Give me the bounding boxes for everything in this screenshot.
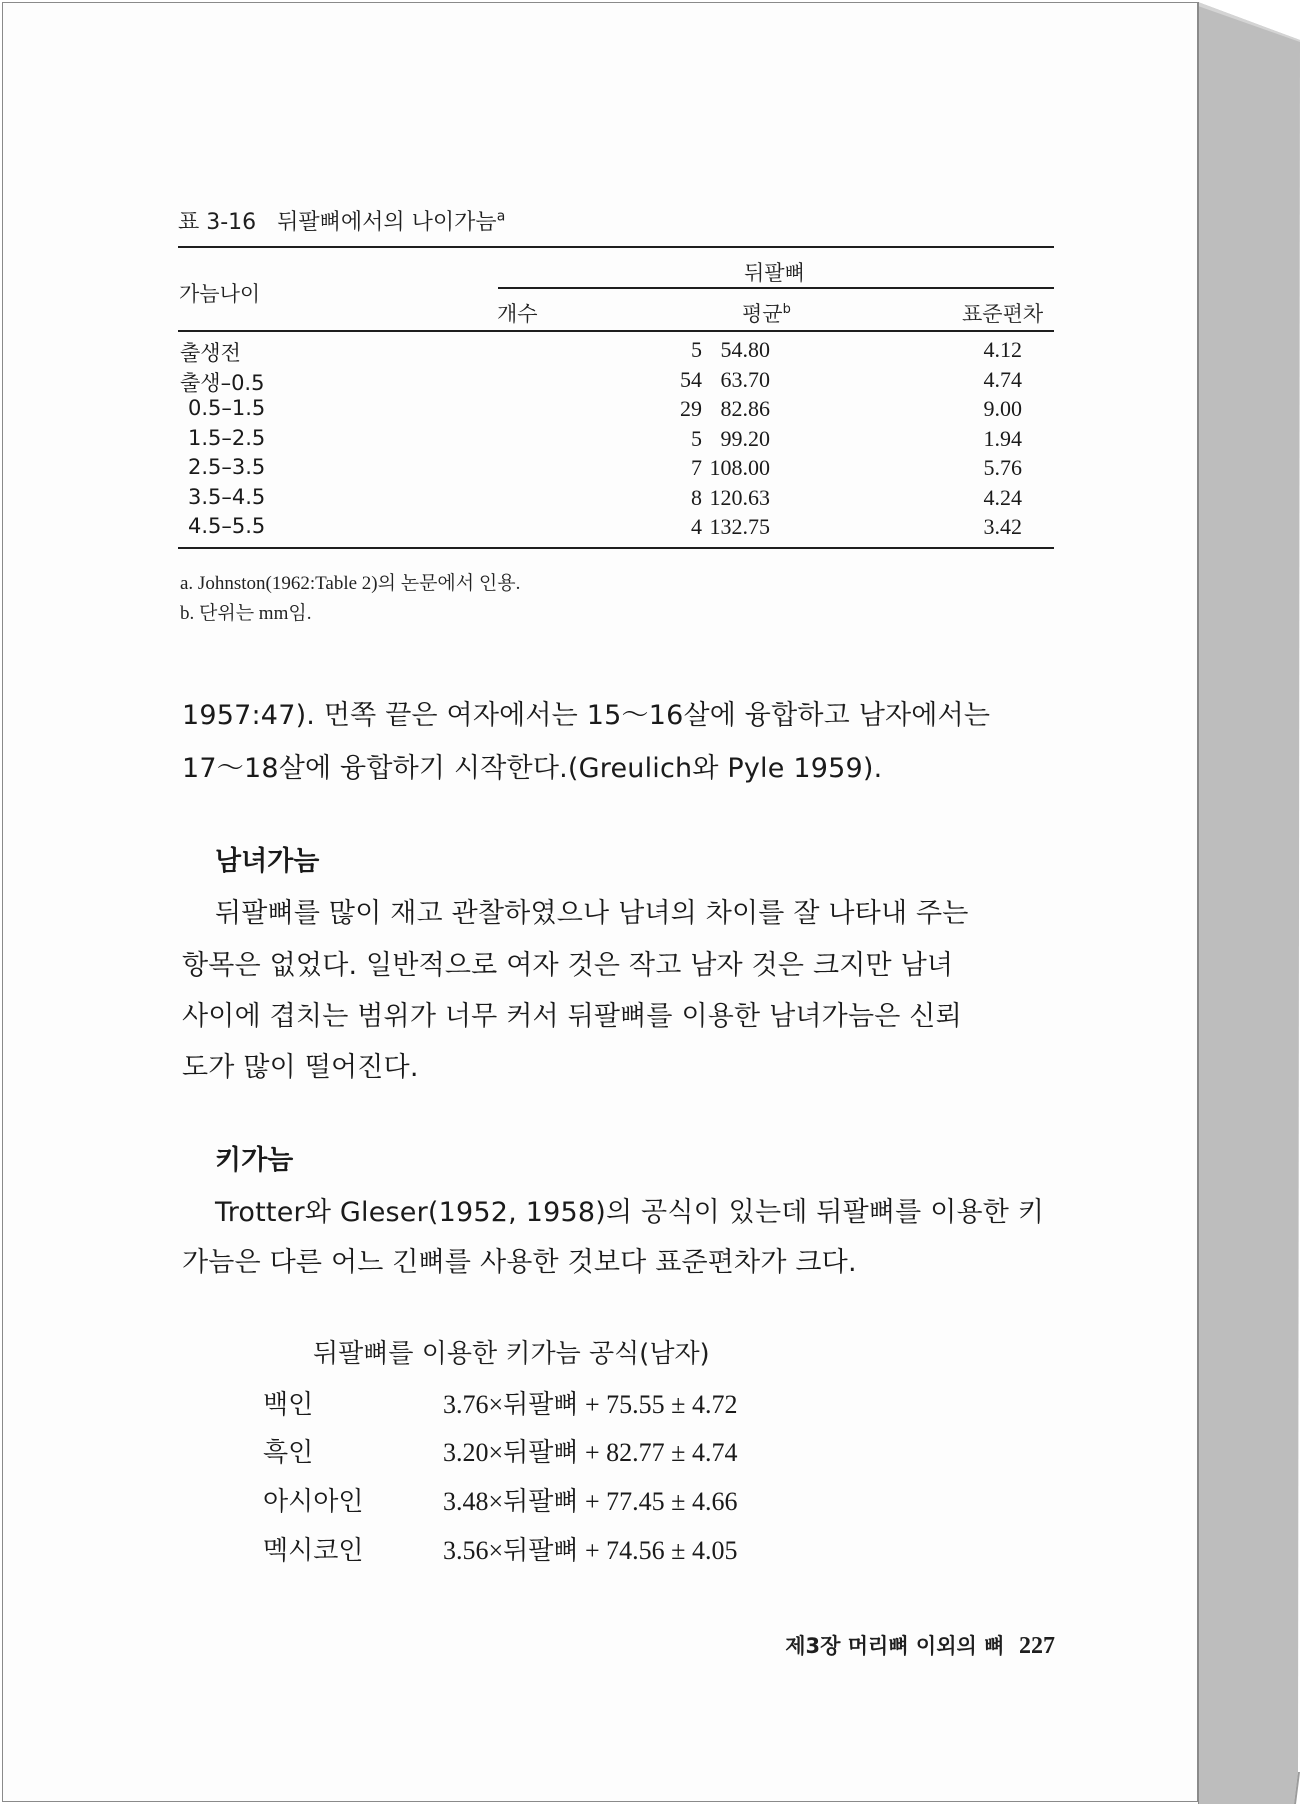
- table-cell-age: 3.5–4.5: [188, 484, 266, 509]
- table-caption-label: 표 3-16: [178, 210, 257, 235]
- table-header-sd: 표준편차: [962, 302, 1044, 326]
- table-cell-count: 54: [680, 366, 702, 392]
- body-paragraph-line: 1957:47). 먼쪽 끝은 여자에서는 15～16살에 융합하고 남자에서는: [182, 700, 991, 731]
- table-header-mean-label: 평균: [742, 302, 783, 326]
- table-row: [180, 337, 1052, 367]
- table-cell-mean: 132.75: [709, 514, 770, 539]
- formula-population: 아시아인: [263, 1487, 364, 1517]
- table-row: [180, 485, 1052, 515]
- table-cell-age: 1.5–2.5: [188, 425, 266, 450]
- table-cell-age: 2.5–3.5: [188, 455, 266, 479]
- table-header-rule: [178, 330, 1054, 332]
- formula-population: 멕시코인: [263, 1536, 364, 1566]
- table-cell-age: 4.5–5.5: [188, 514, 266, 538]
- table-caption-footnote-mark: a: [496, 208, 506, 225]
- table-header-mean-footnote-mark: b: [782, 302, 791, 317]
- formula-row: [263, 1432, 863, 1472]
- table-top-rule: [178, 246, 1054, 248]
- table-cell-age: 0.5–1.5: [188, 396, 266, 420]
- table-header-group: 뒤팔뼈: [744, 261, 805, 285]
- page-number: 227: [1019, 1633, 1055, 1659]
- table-group-rule: [498, 287, 1054, 289]
- table-cell-sd: 9.00: [983, 396, 1022, 421]
- table-header-mean: [742, 298, 791, 328]
- table-cell-count: 5: [691, 425, 702, 451]
- table-cell-sd: 1.94: [983, 425, 1022, 451]
- table-row: [180, 396, 1052, 426]
- table-row: [180, 455, 1052, 485]
- table-row: [180, 514, 1052, 544]
- table-row: [180, 367, 1052, 397]
- table-footnote-b: b. 단위는 mm임.: [180, 603, 312, 624]
- table-cell-mean: 108.00: [709, 455, 770, 480]
- table-header-age: 가늠나이: [179, 282, 261, 306]
- table-body: [180, 337, 1052, 544]
- table-row: [180, 426, 1052, 456]
- body-paragraph-line: 사이에 겹치는 범위가 너무 커서 뒤팔뼈를 이용한 남녀가늠은 신뢰: [182, 1001, 962, 1032]
- formula-expression: 3.48×뒤팔뼈 + 77.45 ± 4.66: [443, 1487, 738, 1516]
- formula-row: [263, 1384, 863, 1424]
- table-cell-age: 출생전: [180, 341, 241, 365]
- formula-row: [263, 1530, 863, 1570]
- table-cell-mean: 99.20: [720, 425, 770, 451]
- table-cell-count: 8: [691, 484, 702, 510]
- table-cell-mean: 63.70: [720, 366, 770, 392]
- table-cell-sd: 5.76: [983, 455, 1022, 480]
- table-bottom-rule: [178, 547, 1054, 549]
- page-stack-edge: [1198, 0, 1315, 1806]
- table-cell-count: 7: [691, 455, 702, 480]
- table-cell-mean: 120.63: [709, 484, 770, 510]
- table-cell-sd: 4.24: [983, 484, 1022, 510]
- formula-population: 흑인: [263, 1438, 314, 1468]
- table-cell-age: 출생–0.5: [180, 370, 265, 395]
- table-cell-count: 5: [691, 337, 702, 362]
- table-cell-sd: 3.42: [983, 514, 1022, 539]
- section-heading-stature-estimation: 키가늠: [215, 1145, 294, 1176]
- formula-title: 뒤팔뼈를 이용한 키가늠 공식(남자): [313, 1339, 710, 1369]
- table-cell-count: 4: [691, 514, 702, 539]
- body-paragraph-line: 가늠은 다른 어느 긴뼈를 사용한 것보다 표준편차가 크다.: [182, 1247, 857, 1278]
- table-cell-mean: 54.80: [720, 337, 770, 362]
- table-cell-count: 29: [680, 396, 702, 421]
- table-cell-sd: 4.74: [983, 366, 1022, 392]
- table-cell-mean: 82.86: [720, 396, 770, 421]
- table-cell-sd: 4.12: [983, 337, 1022, 362]
- table-caption: [178, 205, 505, 236]
- section-heading-sex-estimation: 남녀가늠: [215, 846, 320, 877]
- formula-expression: 3.56×뒤팔뼈 + 74.56 ± 4.05: [443, 1536, 738, 1565]
- running-footer-chapter: 제3장 머리뼈 이외의 뼈: [785, 1634, 1005, 1658]
- body-paragraph-line: 도가 많이 떨어진다.: [182, 1052, 419, 1083]
- body-paragraph-line: 뒤팔뼈를 많이 재고 관찰하였으나 남녀의 차이를 잘 나타내 주는: [215, 898, 969, 929]
- body-paragraph-line: 항목은 없었다. 일반적으로 여자 것은 작고 남자 것은 크지만 남녀: [182, 950, 954, 981]
- body-paragraph-line: Trotter와 Gleser(1952, 1958)의 공식이 있는데 뒤팔뼈를 이용한 키: [215, 1197, 1045, 1228]
- table-caption-title: 뒤팔뼈에서의 나이가늠: [277, 210, 497, 235]
- formula-population: 백인: [263, 1390, 314, 1420]
- formula-expression: 3.20×뒤팔뼈 + 82.77 ± 4.74: [443, 1438, 738, 1467]
- table-footnote-a: a. Johnston(1962:Table 2)의 논문에서 인용.: [180, 573, 521, 594]
- table-header-count: 개수: [497, 302, 538, 326]
- formula-expression: 3.76×뒤팔뼈 + 75.55 ± 4.72: [443, 1390, 738, 1419]
- running-footer: [785, 1630, 1055, 1660]
- formula-row: [263, 1481, 863, 1521]
- page-stack-edge-drawing: [1198, 0, 1315, 1806]
- body-paragraph-line: 17～18살에 융합하기 시작한다.(Greulich와 Pyle 1959).: [182, 753, 883, 784]
